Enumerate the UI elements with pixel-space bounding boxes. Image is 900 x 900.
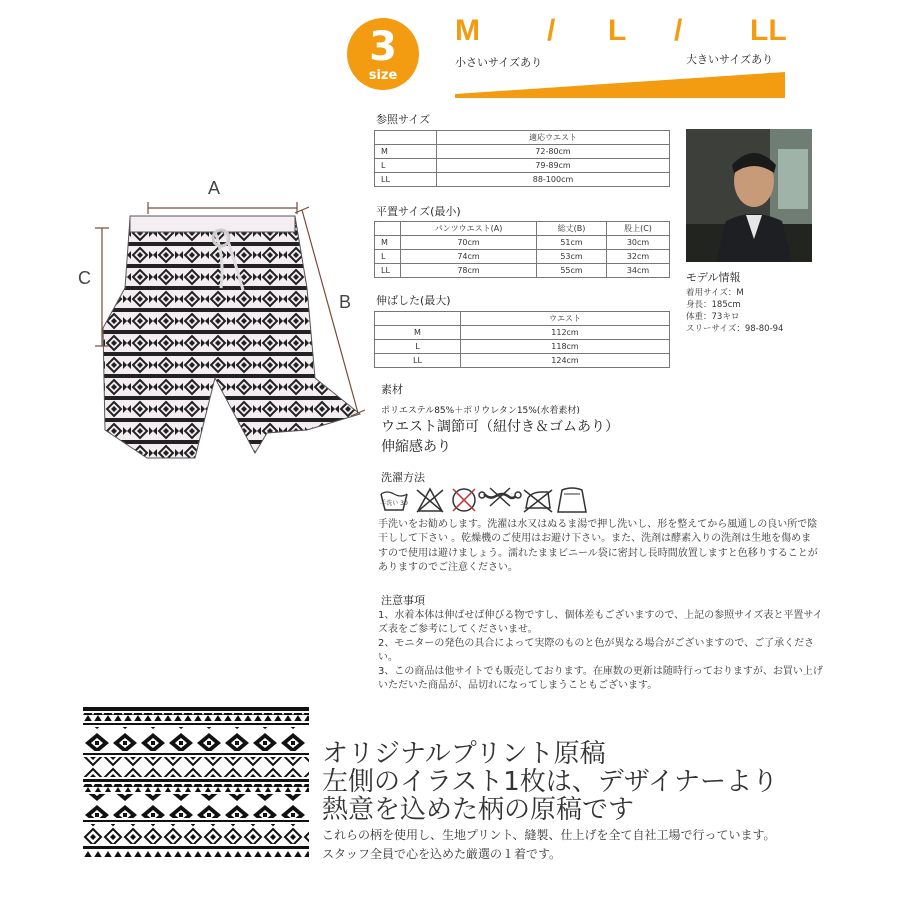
table-row bbox=[375, 340, 670, 354]
table-cell: 30cm bbox=[607, 236, 670, 250]
table-row bbox=[375, 250, 670, 264]
model-info-line: スリーサイズ：98-80-94 bbox=[686, 324, 784, 334]
flat-size-title: 平置サイズ(最小) bbox=[376, 205, 461, 218]
table-row bbox=[375, 354, 670, 368]
size-count-badge bbox=[347, 18, 419, 90]
table-cell: 124cm bbox=[461, 354, 670, 368]
table-header: パンツウエスト(A) bbox=[401, 222, 537, 236]
model-info-line: 身長：185cm bbox=[686, 300, 741, 310]
table-cell: 34cm bbox=[607, 264, 670, 278]
washing-instructions: 手洗いをお勧めします。洗濯は水又はぬるま湯で押し洗いし、形を整えてから風通しの良い所で陰干しして下さい 。乾燥機のご使用はお避け下さい。また、洗剤は酵素入りの洗剤は生地を傷めますので使用は避けましょう。濡れたままビニール袋に密封し長時間放置しますと色移りすることがありますのでご注意ください。 bbox=[378, 519, 818, 573]
table-cell: L bbox=[375, 340, 461, 354]
size-separator: / bbox=[674, 14, 683, 47]
table-cell: L bbox=[375, 159, 437, 173]
table-cell bbox=[375, 312, 461, 326]
table-cell bbox=[375, 131, 437, 145]
material-feature: ウエスト調節可（紐付き＆ゴムあり） bbox=[381, 419, 619, 435]
table-header: ウエスト bbox=[461, 312, 670, 326]
orange-wedge bbox=[455, 70, 785, 98]
size-l: L bbox=[608, 14, 627, 47]
stretched-size-table bbox=[374, 311, 670, 368]
table-row bbox=[375, 145, 670, 159]
no-iron-icon bbox=[524, 490, 552, 512]
table-cell: 78cm bbox=[401, 264, 537, 278]
small-size-note: 小さいサイズあり bbox=[455, 56, 543, 69]
size-separator: / bbox=[547, 14, 556, 47]
original-print-heading: オリジナルプリント原稿 bbox=[322, 739, 606, 769]
original-print-heading: 左側のイラスト1枚は、デザイナーより bbox=[322, 767, 778, 797]
large-size-note: 大きいサイズあり bbox=[686, 53, 774, 66]
table-cell: 112cm bbox=[461, 326, 670, 340]
table-header-row bbox=[375, 222, 670, 236]
note-item: 1、水着本体は伸ばせば伸びる物ですし、個体差もございますので、上記の参照サイズ表と平置サイズ表をご参考にしてくださいませ。 bbox=[378, 610, 823, 635]
no-dry-clean-icon bbox=[453, 489, 475, 511]
table-header: 股上(C) bbox=[607, 222, 670, 236]
table-row bbox=[375, 264, 670, 278]
size-word: size bbox=[368, 68, 398, 83]
table-cell: M bbox=[375, 145, 437, 159]
table-cell: LL bbox=[375, 173, 437, 187]
table-row bbox=[375, 326, 670, 340]
original-print-description: スタッフ全員で心を込めた厳選の１着です。 bbox=[322, 847, 562, 861]
shorts-illustration bbox=[75, 178, 365, 468]
table-cell: 53cm bbox=[537, 250, 607, 264]
dimension-label-c: C bbox=[78, 268, 91, 288]
washing-icons bbox=[378, 484, 588, 514]
table-header-row bbox=[375, 312, 670, 326]
size-m: M bbox=[455, 14, 480, 47]
size-count: 3 bbox=[369, 24, 397, 70]
original-print-heading: 熱意を込めた柄の原稿です bbox=[322, 795, 635, 825]
table-cell: LL bbox=[375, 354, 461, 368]
table-cell: LL bbox=[375, 264, 401, 278]
table-cell: 70cm bbox=[401, 236, 537, 250]
table-cell: 72-80cm bbox=[437, 145, 670, 159]
note-item: 3、この商品は他サイトでも販売しております。在庫数の更新は随時行っておりますが、お買い上げいただいた商品が、品切れになってしまうこともございます。 bbox=[378, 666, 823, 691]
note-item: 2、モニターの発色の具合によって実際のものと色が異なる場合がございますので、ご了承ください。 bbox=[378, 638, 815, 663]
model-info-line: 着用サイズ：M bbox=[686, 288, 744, 298]
table-cell: L bbox=[375, 250, 401, 264]
stretched-size-title: 伸ばした(最大) bbox=[376, 294, 451, 307]
table-header: 総丈(B) bbox=[537, 222, 607, 236]
notes-list bbox=[378, 609, 828, 693]
no-bleach-icon bbox=[417, 489, 443, 512]
model-info-title: モデル情報 bbox=[686, 271, 741, 284]
original-print-description: これらの柄を使用し、生地プリント、縫製、仕上げを全て自社工場で行っています。 bbox=[322, 828, 776, 842]
flat-size-table bbox=[374, 221, 670, 278]
table-cell: 79-89cm bbox=[437, 159, 670, 173]
dimension-label-b: B bbox=[339, 292, 352, 312]
table-cell: 32cm bbox=[607, 250, 670, 264]
size-list bbox=[455, 14, 785, 50]
table-cell: 74cm bbox=[401, 250, 537, 264]
model-photo bbox=[686, 129, 812, 262]
original-print-pattern bbox=[83, 707, 309, 857]
table-cell: 88-100cm bbox=[437, 173, 670, 187]
material-feature: 伸縮感あり bbox=[381, 439, 451, 455]
material-composition: ポリエステル85%＋ポリウレタン15%(水着素材) bbox=[381, 406, 580, 416]
reference-size-title: 参照サイズ bbox=[376, 113, 431, 126]
table-cell: M bbox=[375, 236, 401, 250]
table-cell: M bbox=[375, 326, 461, 340]
hand-wash-icon bbox=[380, 492, 408, 510]
hang-dry-icon bbox=[558, 488, 586, 512]
notes-title: 注意事項 bbox=[381, 594, 425, 607]
hand-wash-temp: 手洗い 30 bbox=[380, 500, 408, 507]
table-cell bbox=[375, 222, 401, 236]
dimension-label-a: A bbox=[208, 178, 221, 198]
table-row bbox=[375, 173, 670, 187]
table-row bbox=[375, 236, 670, 250]
table-row bbox=[375, 159, 670, 173]
model-info-line: 体重：73キロ bbox=[686, 312, 740, 322]
table-cell: 51cm bbox=[537, 236, 607, 250]
washing-title: 洗濯方法 bbox=[381, 471, 425, 484]
material-title: 素材 bbox=[381, 383, 403, 396]
table-header-row bbox=[375, 131, 670, 145]
size-ll: LL bbox=[750, 14, 787, 47]
table-cell: 118cm bbox=[461, 340, 670, 354]
table-cell: 55cm bbox=[537, 264, 607, 278]
table-header: 適応ウエスト bbox=[437, 131, 670, 145]
reference-size-table bbox=[374, 130, 670, 187]
no-wring-icon bbox=[479, 488, 521, 506]
